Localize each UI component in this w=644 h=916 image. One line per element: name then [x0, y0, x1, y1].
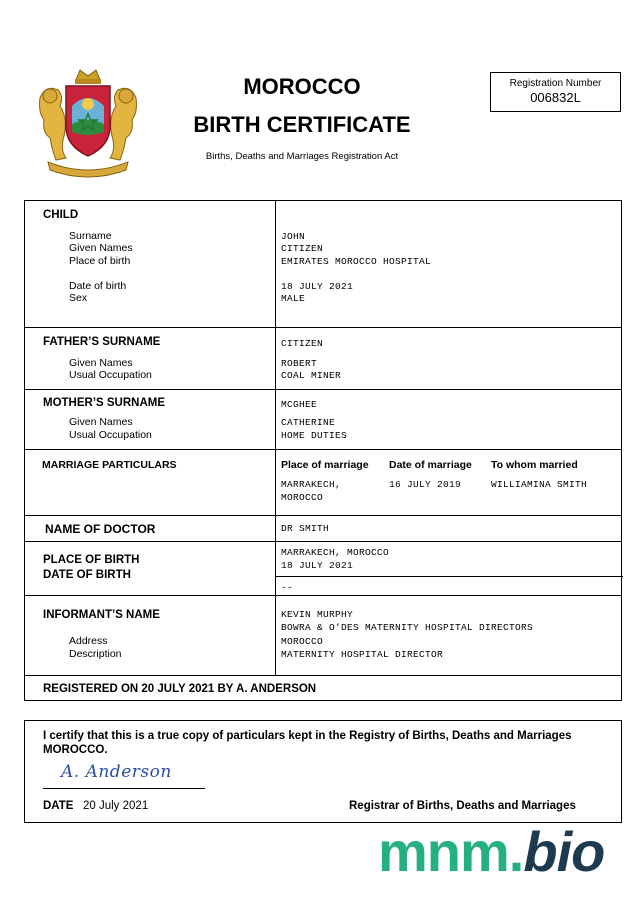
marriage-place-column: Place of marriage: [281, 459, 369, 471]
father-given-label: Given Names: [69, 357, 133, 369]
child-given-label: Given Names: [69, 242, 133, 254]
row-divider: [25, 675, 621, 676]
registrar-signature: A. Anderson: [61, 762, 172, 782]
mother-given-value: CATHERINE: [281, 417, 336, 428]
child-place-value: EMIRATES MOROCCO HOSPITAL: [281, 256, 432, 267]
informant-description-label: Description: [69, 648, 122, 660]
child-given-value: CITIZEN: [281, 243, 324, 254]
date-label: DATE: [43, 800, 74, 812]
certification-line2: MOROCCO.: [43, 744, 108, 756]
date-of-birth-heading: DATE OF BIRTH: [43, 569, 131, 581]
registration-number-value: 006832L: [530, 90, 581, 105]
date-value: 20 July 2021: [83, 800, 149, 812]
row-divider: [25, 389, 621, 390]
father-occupation-label: Usual Occupation: [69, 369, 152, 381]
doctor-value: DR SMITH: [281, 523, 330, 534]
column-divider: [275, 201, 276, 675]
father-occupation-value: COAL MINER: [281, 370, 342, 381]
father-surname-value: CITIZEN: [281, 338, 324, 349]
child-place-label: Place of birth: [69, 255, 131, 267]
informant-hospital-value: BOWRA & O’DES MATERNITY HOSPITAL DIRECTORS: [281, 622, 534, 633]
mother-given-label: Given Names: [69, 416, 133, 428]
row-divider: [25, 515, 621, 516]
marriage-heading: MARRIAGE PARTICULARS: [42, 459, 177, 471]
marriage-place-value: MARRAKECH,: [281, 479, 342, 490]
informant-heading: INFORMANT’S NAME: [43, 609, 160, 621]
mother-surname-value: MCGHEE: [281, 399, 318, 410]
child-surname-label: Surname: [69, 230, 112, 242]
child-dob-label: Date of birth: [69, 280, 127, 292]
marriage-whom-column: To whom married: [491, 459, 578, 471]
country-title: MOROCCO: [243, 74, 361, 99]
registration-act: Births, Deaths and Marriages Registration Act: [205, 151, 399, 162]
certification-box: [24, 720, 622, 823]
row-divider: [25, 595, 621, 596]
watermark-logo: [378, 820, 604, 884]
father-heading: FATHER’S SURNAME: [43, 336, 161, 348]
marriage-whom-value: WILLIAMINA SMITH: [491, 479, 588, 490]
watermark-part2: bio: [523, 820, 605, 883]
marriage-place-country: MOROCCO: [281, 492, 324, 503]
marriage-date-value: 16 JULY 2019: [389, 479, 462, 490]
informant-address-label: Address: [69, 635, 108, 647]
child-dob-value: 18 JULY 2021: [281, 281, 354, 292]
mother-occupation-value: HOME DUTIES: [281, 430, 348, 441]
registration-number-box: [490, 72, 621, 112]
informant-name-value: KEVIN MURPHY: [281, 609, 354, 620]
registered-statement: REGISTERED ON 20 JULY 2021 BY A. ANDERSON: [43, 683, 317, 695]
certification-line1: I certify that this is a true copy of particulars kept in the Registry of Births, Deaths and Marriages: [43, 730, 572, 742]
child-sex-value: MALE: [281, 293, 306, 304]
birth-date-divider: [275, 576, 623, 577]
signature-line: [43, 788, 205, 789]
informant-description-value: MATERNITY HOSPITAL DIRECTOR: [281, 649, 444, 660]
registrar-title: Registrar of Births, Deaths and Marriages: [349, 800, 576, 812]
row-divider: [25, 541, 621, 542]
birth-place-value: MARRAKECH, MOROCCO: [281, 547, 390, 558]
document-title: BIRTH CERTIFICATE: [193, 112, 411, 137]
registration-number-label: Registration Number: [509, 78, 602, 89]
mother-heading: MOTHER’S SURNAME: [43, 397, 166, 409]
birth-date-value: 18 JULY 2021: [281, 560, 354, 571]
marriage-date-column: Date of marriage: [389, 459, 472, 471]
father-given-value: ROBERT: [281, 358, 318, 369]
row-divider: [25, 449, 621, 450]
place-of-birth-heading: PLACE OF BIRTH: [43, 554, 140, 566]
child-heading: CHILD: [43, 209, 79, 221]
child-sex-label: Sex: [69, 292, 88, 304]
doctor-heading: NAME OF DOCTOR: [45, 522, 156, 536]
birth-extra-value: --: [281, 582, 294, 593]
watermark-part1: mnm.: [378, 820, 524, 883]
mother-occupation-label: Usual Occupation: [69, 429, 152, 441]
informant-address-value: MOROCCO: [281, 636, 324, 647]
coat-of-arms-emblem: [34, 66, 142, 178]
row-divider: [25, 327, 621, 328]
particulars-table: [24, 200, 622, 701]
child-surname-value: JOHN: [281, 231, 306, 242]
